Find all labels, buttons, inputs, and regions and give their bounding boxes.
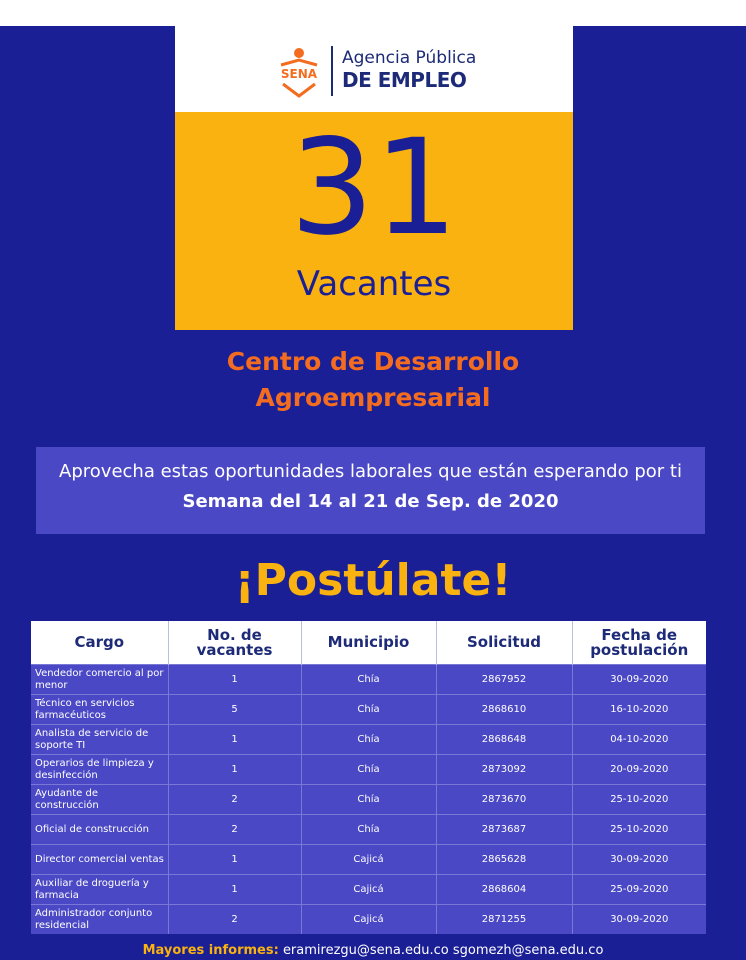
- logo-subtitle: DE EMPLEO: [342, 68, 467, 92]
- header-cargo: Cargo: [31, 621, 168, 665]
- cell-cargo: Analista de servicio de soporte TI: [31, 725, 168, 755]
- cell-vacantes: 1: [168, 755, 301, 785]
- cell-fecha: 30-09-2020: [572, 905, 706, 935]
- logo-header: [175, 26, 573, 112]
- table-row: [31, 665, 706, 695]
- vacancy-count-box: [175, 112, 573, 330]
- header-vacantes: No. de vacantes: [168, 621, 301, 665]
- cell-municipio: Cajicá: [301, 845, 436, 875]
- table-row: [31, 815, 706, 845]
- cell-cargo: Operarios de limpieza y desinfección: [31, 755, 168, 785]
- cell-solicitud: 2871255: [436, 905, 572, 935]
- cell-solicitud: 2873687: [436, 815, 572, 845]
- sena-logo-icon: [275, 46, 323, 98]
- cell-solicitud: 2873670: [436, 785, 572, 815]
- table-row: [31, 755, 706, 785]
- center-name-line1: Centro de Desarrollo: [226, 347, 520, 376]
- table-row: [31, 905, 706, 935]
- vacancy-count: 31: [290, 111, 458, 265]
- sena-logo-text: SENA: [280, 67, 318, 81]
- cell-fecha: 30-09-2020: [572, 665, 706, 695]
- cell-cargo: Ayudante de construcción: [31, 785, 168, 815]
- cell-fecha: 25-10-2020: [572, 815, 706, 845]
- contact-email-2[interactable]: sgomezh@sena.edu.co: [452, 943, 604, 958]
- table-row: [31, 845, 706, 875]
- header-fecha: Fecha de postulación: [572, 621, 706, 665]
- cell-solicitud: 2873092: [436, 755, 572, 785]
- contact-footer: [0, 943, 746, 958]
- cell-fecha: 25-10-2020: [572, 785, 706, 815]
- vacancies-table: [31, 621, 706, 934]
- cell-municipio: Chía: [301, 665, 436, 695]
- logo-divider: [331, 46, 333, 96]
- cell-cargo: Administrador conjunto residencial: [31, 905, 168, 935]
- cell-municipio: Chía: [301, 695, 436, 725]
- cell-cargo: Vendedor comercio al por menor: [31, 665, 168, 695]
- center-name-line2: Agroempresarial: [255, 383, 491, 412]
- cell-municipio: Chía: [301, 725, 436, 755]
- cell-vacantes: 2: [168, 785, 301, 815]
- cell-vacantes: 1: [168, 845, 301, 875]
- cell-cargo: Auxiliar de droguería y farmacia: [31, 875, 168, 905]
- cell-fecha: 25-09-2020: [572, 875, 706, 905]
- cell-solicitud: 2868604: [436, 875, 572, 905]
- contact-email-1[interactable]: eramirezgu@sena.edu.co: [282, 943, 449, 958]
- cell-vacantes: 1: [168, 665, 301, 695]
- cell-municipio: Chía: [301, 815, 436, 845]
- info-panel: [36, 447, 705, 534]
- cell-fecha: 20-09-2020: [572, 755, 706, 785]
- cell-cargo: Técnico en servicios farmacéuticos: [31, 695, 168, 725]
- cell-solicitud: 2865628: [436, 845, 572, 875]
- cell-municipio: Cajicá: [301, 905, 436, 935]
- info-text: Aprovecha estas oportunidades laborales que están esperando por ti: [59, 461, 682, 482]
- cell-vacantes: 1: [168, 875, 301, 905]
- cell-solicitud: 2868648: [436, 725, 572, 755]
- center-name: [0, 344, 746, 416]
- cell-fecha: 04-10-2020: [572, 725, 706, 755]
- table-row: [31, 725, 706, 755]
- table-header-row: [31, 621, 706, 665]
- cell-municipio: Cajicá: [301, 875, 436, 905]
- cell-solicitud: 2868610: [436, 695, 572, 725]
- cell-municipio: Chía: [301, 755, 436, 785]
- logo-title: Agencia Pública: [342, 48, 477, 68]
- vacancy-label: Vacantes: [296, 264, 452, 304]
- cell-vacantes: 2: [168, 905, 301, 935]
- header-municipio: Municipio: [301, 621, 436, 665]
- header-solicitud: Solicitud: [436, 621, 572, 665]
- cell-vacantes: 1: [168, 725, 301, 755]
- cell-cargo: Director comercial ventas: [31, 845, 168, 875]
- cell-municipio: Chía: [301, 785, 436, 815]
- table-row: [31, 695, 706, 725]
- cell-fecha: 16-10-2020: [572, 695, 706, 725]
- week-text: Semana del 14 al 21 de Sep. de 2020: [182, 491, 559, 512]
- cell-vacantes: 2: [168, 815, 301, 845]
- cell-fecha: 30-09-2020: [572, 845, 706, 875]
- cell-solicitud: 2867952: [436, 665, 572, 695]
- table-row: [31, 875, 706, 905]
- apply-heading: ¡Postúlate!: [234, 555, 512, 606]
- footer-label: Mayores informes:: [142, 943, 279, 958]
- cell-cargo: Oficial de construcción: [31, 815, 168, 845]
- table-row: [31, 785, 706, 815]
- cell-vacantes: 5: [168, 695, 301, 725]
